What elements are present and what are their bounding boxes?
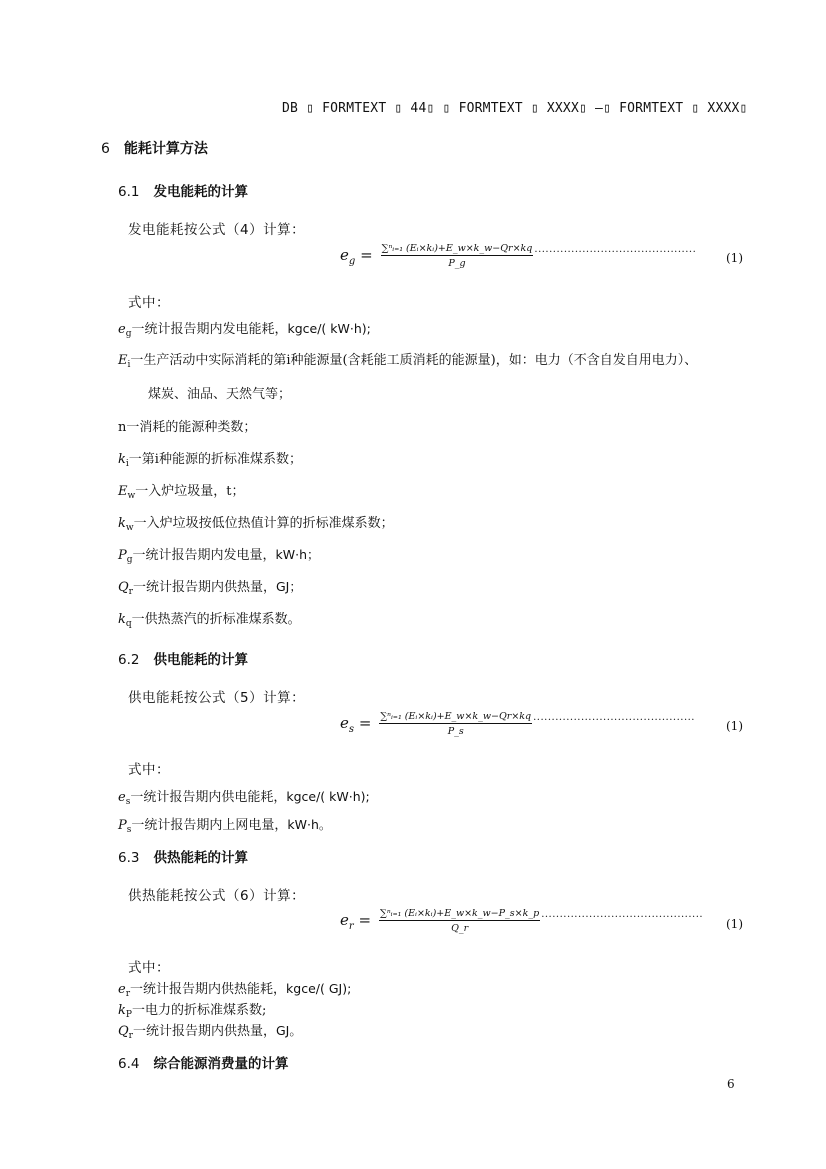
leader-dots: ............................................ <box>534 244 697 255</box>
definition-kp: $k_P$一电力的折标准煤系数; <box>118 1003 267 1020</box>
formula-denominator: P_g <box>448 258 466 269</box>
formula-lhs: $e_g$ = <box>340 245 373 267</box>
formula-lhs: $e_r$ = <box>340 910 372 932</box>
definition-Ps: $P_s$一统计报告期内上网电量，kW·h。 <box>118 817 332 835</box>
where-label: 式中： <box>128 762 170 778</box>
definition-n: n一消耗的能源种类数； <box>118 420 257 435</box>
subsection-heading-6-4: 6.4 综合能源消费量的计算 <box>118 1056 289 1072</box>
formula-intro: 发电能耗按公式（4）计算： <box>128 222 306 238</box>
definition-Ew: $E_w$一入炉垃圾量，t； <box>118 484 245 501</box>
equation-number: (1) <box>726 719 743 733</box>
definition-es: $e_s$一统计报告期内供电能耗，kgce/( kW·h); <box>118 789 370 807</box>
formula-eg <box>340 243 696 269</box>
definition-kq: $k_q$一供热蒸汽的折标准煤系数。 <box>118 612 301 629</box>
equation-number: (1) <box>726 917 743 931</box>
formula-es <box>340 711 695 737</box>
section-number: 6 <box>101 141 110 157</box>
leader-dots: ............................................ <box>541 909 704 920</box>
formula-numerator: ∑ⁿᵢ₌₁ (Eᵢ×kᵢ)+E_w×k_w−P_s×k_p <box>380 908 540 919</box>
formula-lhs: $e_s$ = <box>340 713 372 735</box>
definition-Qr: $Q_r$一统计报告期内供热量，GJ； <box>118 579 302 597</box>
definition-Ei-continued: 煤炭、油品、天然气等； <box>148 387 292 402</box>
formula-intro: 供热能耗按公式（6）计算： <box>128 888 306 904</box>
running-header: DB ▯ FORMTEXT ▯ 44▯ ▯ FORMTEXT ▯ XXXX▯ —▯ FORMTEXT ▯ XXXX▯ <box>282 101 748 116</box>
page-number: 6 <box>727 1077 735 1091</box>
definition-eg: $e_g$一统计报告期内发电能耗，kgce/( kW·h); <box>118 321 371 339</box>
formula-denominator: Q_r <box>451 923 469 934</box>
formula-numerator: ∑ⁿᵢ₌₁ (Eᵢ×kᵢ)+E_w×k_w−Qr×kq <box>380 711 532 722</box>
subsection-heading-6-3: 6.3 供热能耗的计算 <box>118 850 248 866</box>
formula-fraction <box>379 908 540 934</box>
formula-numerator: ∑ⁿᵢ₌₁ (Eᵢ×kᵢ)+E_w×k_w−Qr×kq <box>381 243 533 254</box>
formula-denominator: P_s <box>447 726 464 737</box>
where-label: 式中： <box>128 960 170 976</box>
definition-Ei: $E_i$一生产活动中实际消耗的第i种能源量(含耗能工质消耗的能源量)，如：电力（不含自发自用电力）、 <box>118 353 698 370</box>
definition-kw: $k_w$一入炉垃圾按低位热值计算的折标准煤系数； <box>118 516 394 533</box>
definition-ki: $k_i$一第i种能源的折标准煤系数； <box>118 452 302 469</box>
equation-number: (1) <box>726 251 743 265</box>
subsection-heading-6-1 <box>118 180 248 200</box>
formula-er <box>340 908 703 934</box>
definition-Qr: $Q_r$一统计报告期内供热量，GJ。 <box>118 1023 302 1041</box>
definition-er: $e_r$一统计报告期内供热能耗，kgce/( GJ); <box>118 981 352 999</box>
leader-dots: ............................................ <box>533 712 695 723</box>
subsection-number: 6.1 <box>118 184 140 200</box>
subsection-heading-6-2: 6.2 供电能耗的计算 <box>118 652 248 668</box>
formula-fraction <box>379 711 532 737</box>
where-label: 式中： <box>128 295 170 311</box>
definition-Pg: $P_g$一统计报告期内发电量，kW·h； <box>118 547 320 565</box>
formula-intro: 供电能耗按公式（5）计算： <box>128 690 306 706</box>
section-heading-6 <box>101 138 208 158</box>
subsection-title: 发电能耗的计算 <box>153 184 248 200</box>
formula-fraction <box>381 243 534 269</box>
section-title: 能耗计算方法 <box>123 141 208 157</box>
